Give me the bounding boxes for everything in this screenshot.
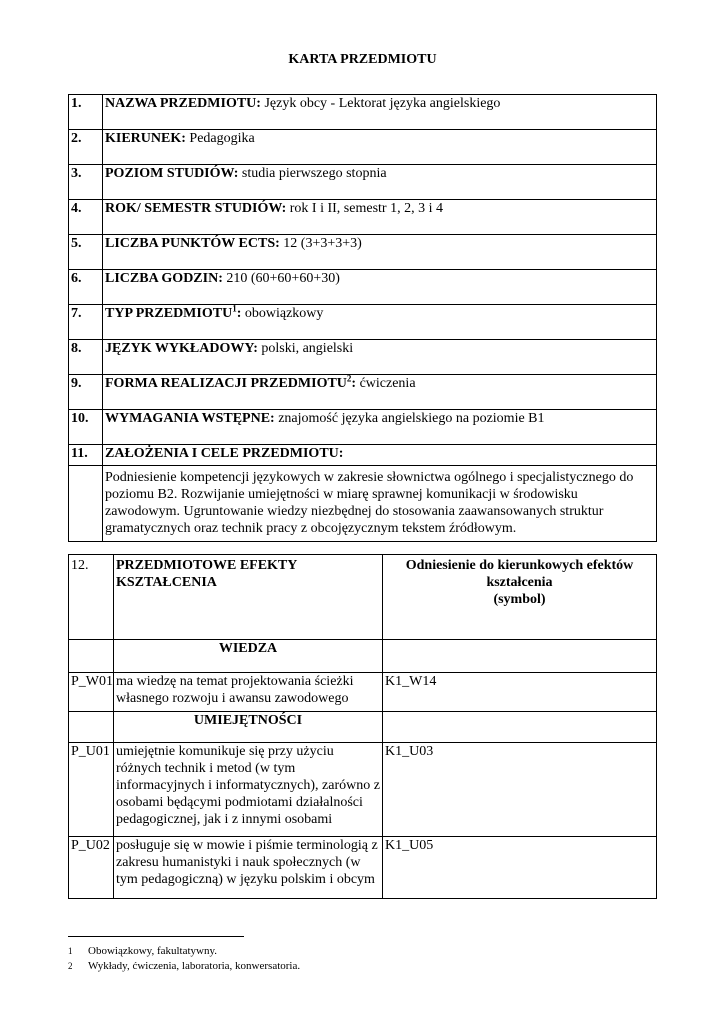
row-number: 6.	[69, 270, 103, 305]
table-row	[69, 130, 657, 165]
footnote	[68, 945, 217, 958]
effects-header-text: PRZEDMIOTOWE EFEKTY KSZTAŁCENIA	[116, 558, 297, 590]
row-value: rok I i II, semestr 1, 2, 3 i 4	[286, 201, 443, 216]
row-value: 12 (3+3+3+3)	[279, 236, 362, 251]
row-content	[103, 270, 657, 305]
row-label: KIERUNEK:	[105, 131, 186, 146]
effect-description: posługuje się w mowie i piśmie terminologią z zakresu humanistyki i nauk społecznych (w tym pedagogiczną) w języku polskim i obcym	[114, 837, 383, 899]
empty-cell	[69, 640, 114, 673]
row-content	[103, 165, 657, 200]
empty-cell	[69, 712, 114, 743]
document-title: KARTA PRZEDMIOTU	[288, 52, 437, 67]
row-content	[103, 305, 657, 340]
row-label: POZIOM STUDIÓW:	[105, 166, 239, 181]
table-row	[69, 165, 657, 200]
row-number: 8.	[69, 340, 103, 375]
row-value: 210 (60+60+60+30)	[222, 271, 340, 286]
effect-code: P_U02	[69, 837, 114, 899]
table-row	[69, 743, 657, 837]
section-heading	[103, 445, 657, 466]
row-number: 7.	[69, 305, 103, 340]
row-label-text: FORMA REALIZACJI PRZEDMIOTU	[105, 376, 347, 391]
row-label: WYMAGANIA WSTĘPNE:	[105, 411, 275, 426]
empty-cell	[69, 466, 103, 542]
effect-symbol: K1_W14	[383, 673, 657, 712]
row-content	[103, 95, 657, 130]
category-heading	[114, 712, 383, 743]
row-content	[103, 200, 657, 235]
row-label: JĘZYK WYKŁADOWY:	[105, 341, 258, 356]
footnote-text: Wykłady, ćwiczenia, laboratoria, konwersatoria.	[88, 960, 301, 972]
footnote-text: Obowiązkowy, fakultatywny.	[88, 945, 218, 957]
effect-description: ma wiedzę na temat projektowania ścieżki własnego rozwoju i awansu zawodowego	[114, 673, 383, 712]
learning-outcomes-table	[68, 554, 657, 899]
row-label-text: TYP PRZEDMIOTU	[105, 306, 233, 321]
row-label: ROK/ SEMESTR STUDIÓW:	[105, 201, 287, 216]
section-number: 11.	[69, 445, 103, 466]
row-value: studia pierwszego stopnia	[238, 166, 387, 181]
row-value: polski, angielski	[257, 341, 354, 356]
table-row	[69, 410, 657, 445]
row-number: 1.	[69, 95, 103, 130]
footnote	[68, 960, 300, 973]
table-row	[69, 673, 657, 712]
row-number: 4.	[69, 200, 103, 235]
effect-description: umiejętnie komunikuje się przy użyciu różnych technik i metod (w tym informacyjnych i informatycznych), zarówno z osobami będącymi podmiotami działalności pedagogicznej, jak i z innymi osobami	[114, 743, 383, 837]
footnote-mark: 2	[68, 961, 73, 971]
table-row	[69, 340, 657, 375]
effect-symbol: K1_U05	[383, 837, 657, 899]
table-row	[69, 235, 657, 270]
footnote-ref: 2	[346, 373, 352, 384]
table-row	[69, 95, 657, 130]
category-heading	[114, 640, 383, 673]
empty-cell	[383, 640, 657, 673]
row-number: 9.	[69, 375, 103, 410]
row-value: obowiązkowy	[241, 306, 324, 321]
empty-cell	[383, 712, 657, 743]
reference-header	[383, 555, 657, 640]
goals-table	[68, 444, 657, 542]
row-value: Język obcy - Lektorat języka angielskiego	[260, 96, 501, 111]
row-content	[103, 410, 657, 445]
row-value: znajomość języka angielskiego na poziomie B1	[274, 411, 545, 426]
effect-code: P_U01	[69, 743, 114, 837]
footnote-ref: 1	[232, 303, 237, 314]
row-content	[103, 375, 657, 410]
effects-header	[114, 555, 383, 640]
table-row	[69, 466, 657, 542]
row-label	[105, 303, 242, 321]
row-content	[103, 340, 657, 375]
reference-header-symbol: (symbol)	[493, 592, 546, 607]
row-content	[103, 130, 657, 165]
row-number: 3.	[69, 165, 103, 200]
row-value: ćwiczenia	[356, 376, 416, 391]
category-heading-text: UMIEJĘTNOŚCI	[193, 713, 303, 728]
row-number: 5.	[69, 235, 103, 270]
table-row	[69, 375, 657, 410]
footnote-mark: 1	[68, 946, 73, 956]
section-number: 12.	[69, 555, 114, 640]
row-label: LICZBA GODZIN:	[105, 271, 223, 286]
effect-symbol: K1_U03	[383, 743, 657, 837]
row-label	[105, 373, 357, 391]
course-info-table	[68, 94, 657, 445]
table-row	[69, 640, 657, 673]
table-row	[69, 200, 657, 235]
table-row	[69, 555, 657, 640]
row-label-colon: :	[236, 306, 242, 321]
category-heading-text: WIEDZA	[218, 641, 278, 656]
row-content	[103, 235, 657, 270]
table-row	[69, 305, 657, 340]
table-row	[69, 712, 657, 743]
table-row	[69, 445, 657, 466]
row-number: 10.	[69, 410, 103, 445]
section-heading-text: ZAŁOŻENIA I CELE PRZEDMIOTU:	[105, 446, 344, 461]
table-row	[69, 270, 657, 305]
table-row	[69, 837, 657, 899]
row-value: Pedagogika	[185, 131, 255, 146]
reference-header-text: Odniesienie do kierunkowych efektów kształcenia	[405, 558, 634, 590]
effect-code: P_W01	[69, 673, 114, 712]
row-number: 2.	[69, 130, 103, 165]
row-label: NAZWA PRZEDMIOTU:	[105, 96, 261, 111]
row-label: LICZBA PUNKTÓW ECTS:	[105, 236, 280, 251]
row-label-colon: :	[351, 376, 357, 391]
footnote-separator	[68, 936, 244, 937]
section-body: Podniesienie kompetencji językowych w zakresie słownictwa ogólnego i specjalistycznego do poziomu B2. Rozwijanie umiejętności w miarę sprawnej komunikacji w środowisku zawodowym. Ugruntowanie wiedzy niezbędnej do stosowania zaawansowanych struktur gramatycznych oraz technik pracy z obcojęzycznym tekstem źródłowym.	[103, 466, 657, 542]
